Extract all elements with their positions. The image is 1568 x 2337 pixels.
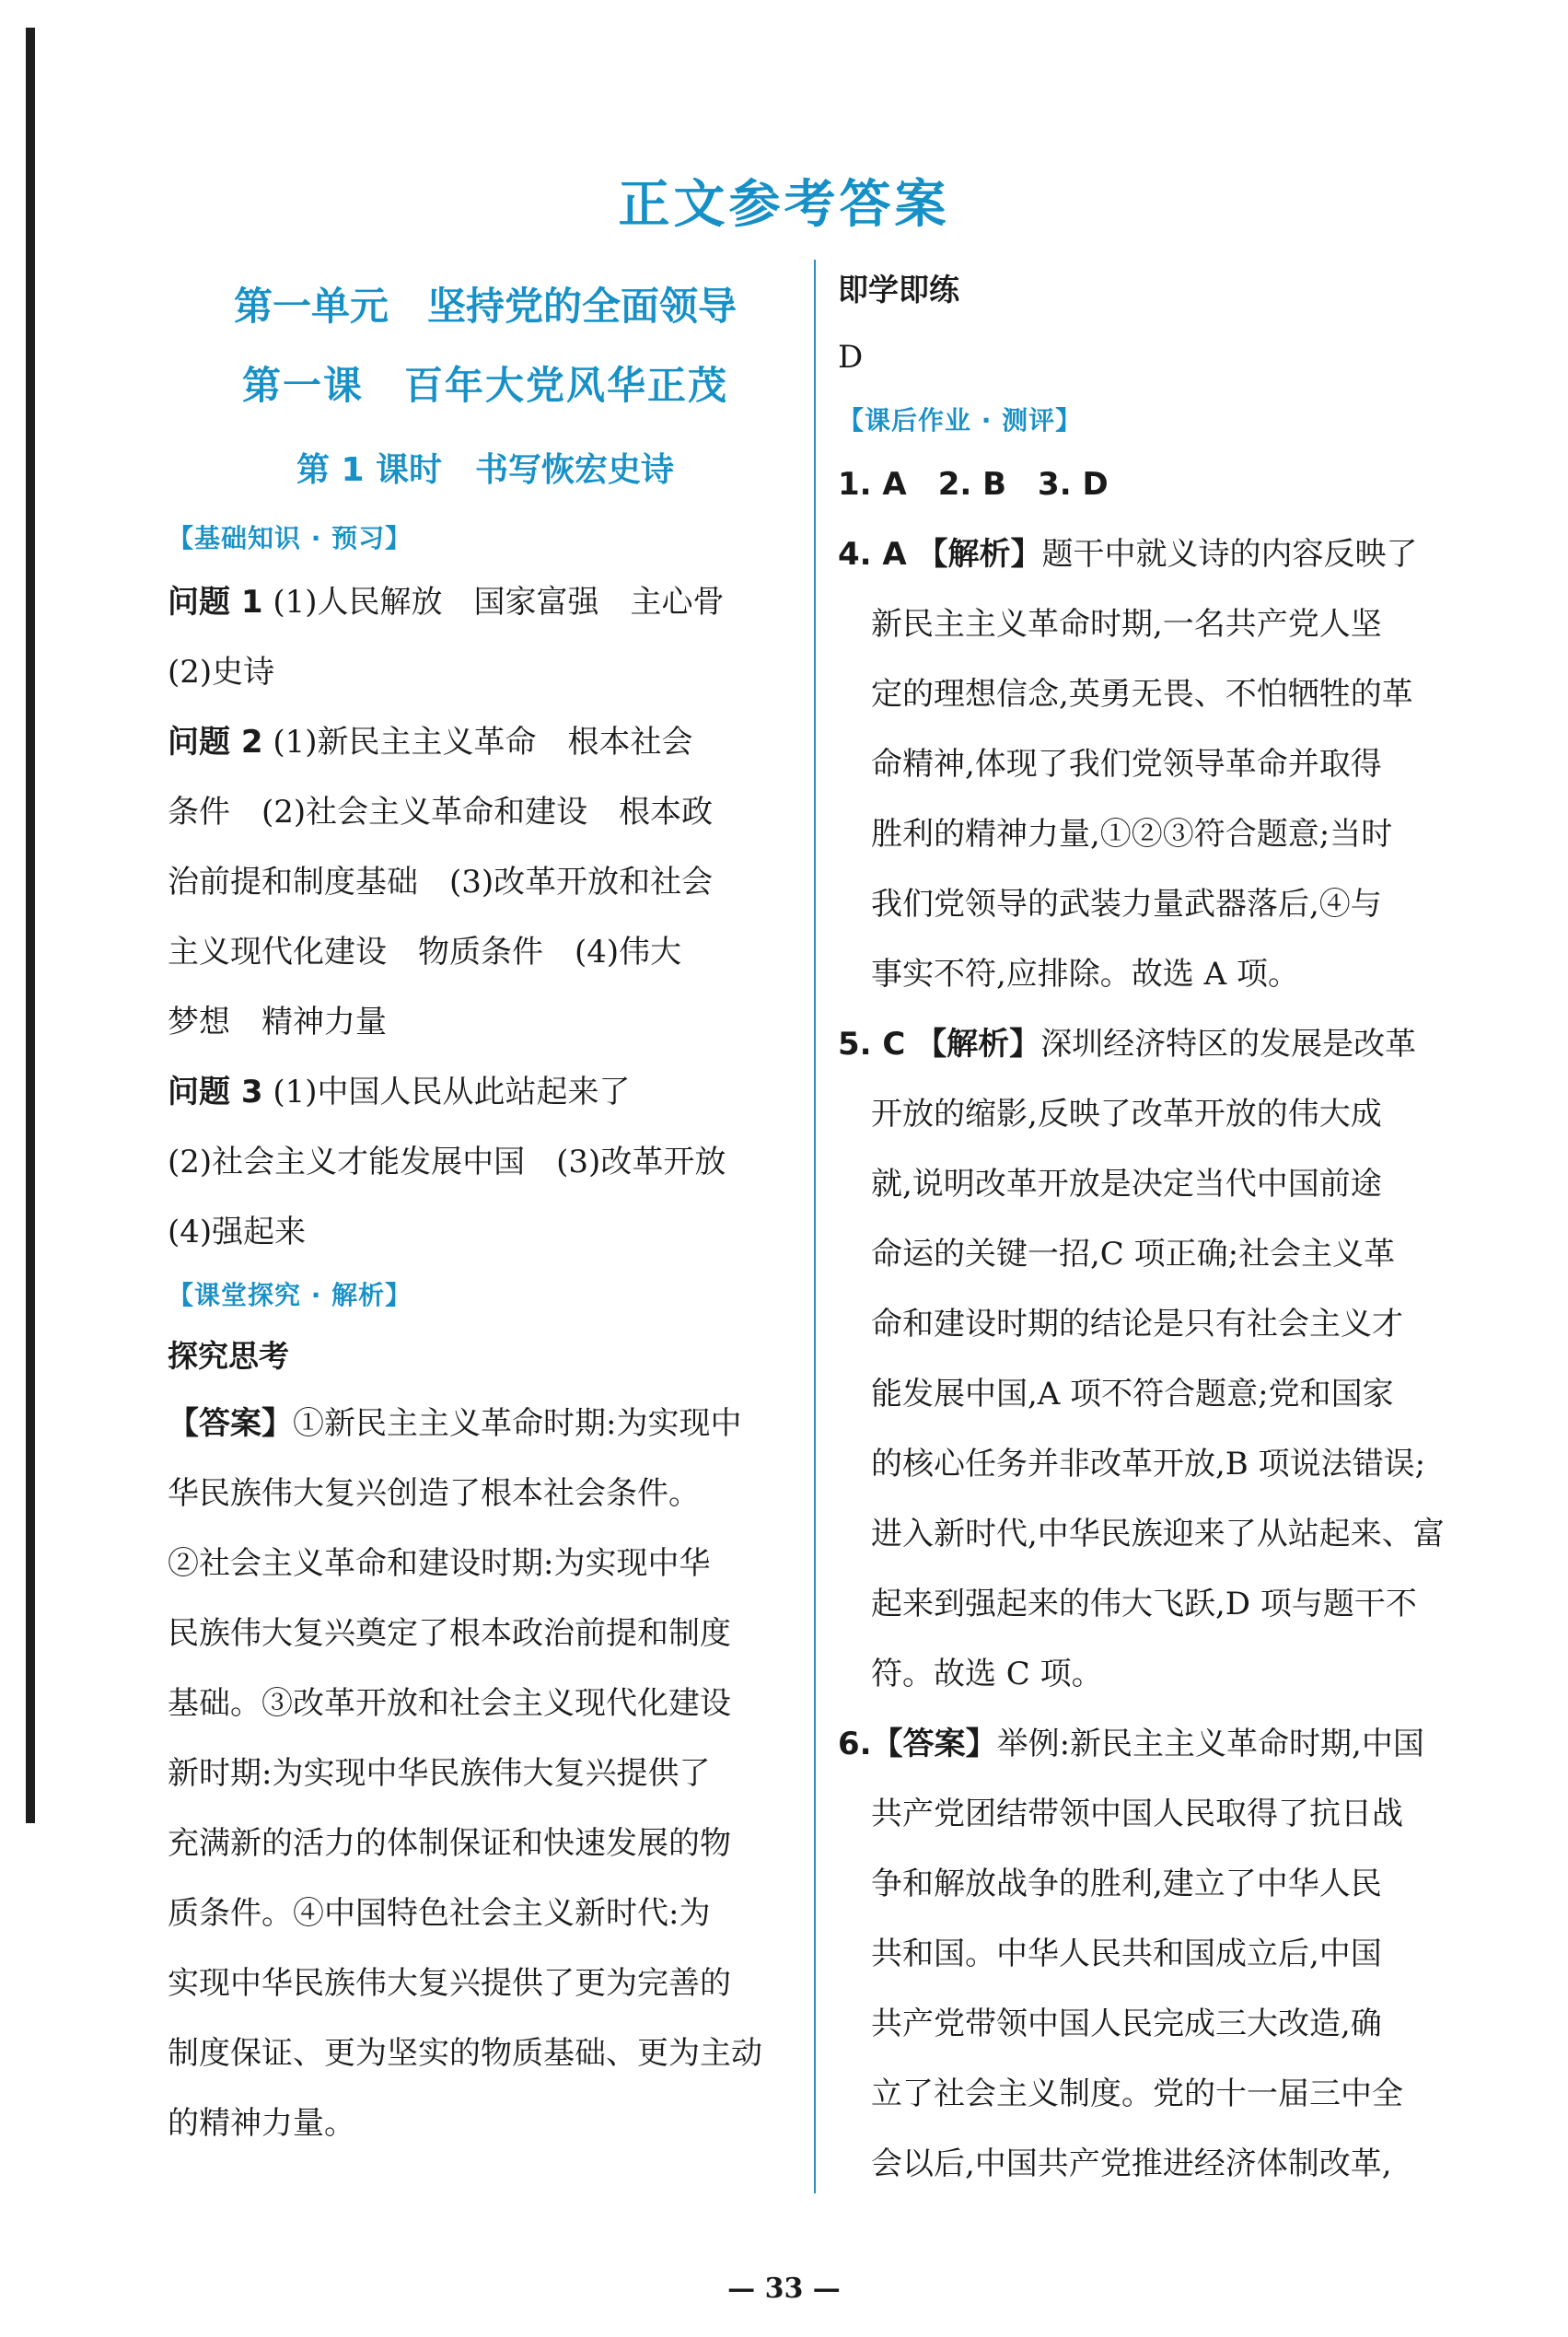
q6-text: 举例:新民主主义革命时期,中国 — [996, 1726, 1424, 1762]
q5-line: 符。故选 C 项。 — [871, 1656, 1103, 1692]
practice-answer: D — [838, 339, 864, 376]
q4-head: 4. A — [838, 536, 907, 573]
q1-label: 问题 1 — [168, 584, 263, 621]
q4-first-line — [838, 519, 1473, 589]
q6-line: 立了社会主义制度。党的十一届三中全 — [871, 2075, 1403, 2112]
q4-tag: 【解析】 — [916, 536, 1042, 573]
q6-line: 共产党团结带领中国人民取得了抗日战 — [871, 1796, 1403, 1832]
section-basic-knowledge: 【基础知识 · 预习】 — [168, 523, 412, 553]
q4-line: 胜利的精神力量,①②③符合题意;当时 — [871, 816, 1393, 853]
q5-tag: 【解析】 — [915, 1026, 1041, 1063]
q5-first-line — [838, 1009, 1473, 1079]
multiple-choice-answers: 1. A 2. B 3. D — [838, 466, 1109, 503]
q5-head: 5. C — [838, 1026, 906, 1063]
right-column — [838, 258, 1473, 2199]
q2-line: 主义现代化建设 物质条件 (4)伟大 — [168, 934, 682, 971]
q2-label: 问题 2 — [168, 724, 263, 761]
q5-line: 起来到强起来的伟大飞跃,D 项与题干不 — [871, 1586, 1417, 1622]
page-edge-bar — [26, 28, 35, 1823]
q1-text: (1)人民解放 国家富强 主心骨 — [273, 584, 725, 621]
section-homework: 【课后作业 · 测评】 — [838, 405, 1083, 436]
q5-line: 的核心任务并非改革开放,B 项说法错误; — [871, 1446, 1426, 1482]
answer-line: 新时期:为实现中华民族伟大复兴提供了 — [168, 1755, 711, 1792]
answer-line: 基础。③改革开放和社会主义现代化建设 — [168, 1685, 731, 1722]
q3-text: (1)中国人民从此站起来了 — [273, 1074, 631, 1110]
answer-line: 质条件。④中国特色社会主义新时代:为 — [168, 1895, 711, 1932]
left-column — [168, 249, 803, 2158]
answer-line: 充满新的活力的体制保证和快速发展的物 — [168, 1825, 731, 1862]
answer-line: 制度保证、更为坚实的物质基础、更为主动 — [168, 2035, 762, 2072]
q5-line: 进入新时代,中华民族迎来了从站起来、富 — [871, 1516, 1445, 1552]
q5-line: 开放的缩影,反映了改革开放的伟大成 — [871, 1096, 1382, 1133]
q2-line: 条件 (2)社会主义革命和建设 根本政 — [168, 794, 714, 831]
q2-text: (1)新民主主义革命 根本社会 — [273, 724, 693, 761]
question-1 — [168, 567, 803, 637]
question-3 — [168, 1057, 803, 1127]
period-heading: 第 1 课时 书写恢宏史诗 — [296, 451, 675, 489]
q6-line: 争和解放战争的胜利,建立了中华人民 — [871, 1866, 1382, 1902]
answer-first-line — [168, 1389, 803, 1459]
q5-line: 命运的关键一招,C 项正确;社会主义革 — [871, 1236, 1396, 1273]
q5-line: 能发展中国,A 项不符合题意;党和国家 — [871, 1376, 1394, 1413]
unit-heading: 第一单元 坚持党的全面领导 — [233, 284, 737, 329]
q6-first-line — [838, 1709, 1473, 1779]
q4-line: 定的理想信念,英勇无畏、不怕牺牲的革 — [871, 676, 1413, 713]
answer-line: 实现中华民族伟大复兴提供了更为完善的 — [168, 1965, 731, 2002]
q3-line: (4)强起来 — [168, 1214, 307, 1250]
answer-line: ②社会主义革命和建设时期:为实现中华 — [168, 1545, 711, 1582]
q6-line: 共和国。中华人民共和国成立后,中国 — [871, 1936, 1382, 1972]
q4-line: 命精神,体现了我们党领导革命并取得 — [871, 746, 1382, 783]
q1-line: (2)史诗 — [168, 654, 275, 691]
q3-line: (2)社会主义才能发展中国 (3)改革开放 — [168, 1144, 726, 1180]
practice-heading: 即学即练 — [838, 272, 959, 308]
q3-label: 问题 3 — [168, 1074, 263, 1110]
answer-tag: 【答案】 — [168, 1405, 293, 1442]
q4-line: 我们党领导的武装力量武器落后,④与 — [871, 886, 1382, 923]
q5-line: 命和建设时期的结论是只有社会主义才 — [871, 1306, 1403, 1343]
answer-line: 华民族伟大复兴创造了根本社会条件。 — [168, 1475, 700, 1512]
q6-line: 会以后,中国共产党推进经济体制改革, — [871, 2145, 1392, 2182]
answer-line: 民族伟大复兴奠定了根本政治前提和制度 — [168, 1615, 731, 1652]
page-number: — 33 — — [727, 2273, 841, 2305]
q5-line: 就,说明改革开放是决定当代中国前途 — [871, 1166, 1382, 1203]
question-2 — [168, 707, 803, 777]
explore-heading: 探究思考 — [168, 1338, 289, 1374]
q4-text: 题干中就义诗的内容反映了 — [1041, 536, 1418, 573]
page-title: 正文参考答案 — [618, 175, 950, 235]
q6-head: 6. — [838, 1726, 872, 1762]
q5-text: 深圳经济特区的发展是改革 — [1040, 1026, 1417, 1063]
q2-line: 梦想 精神力量 — [168, 1004, 387, 1041]
q4-line: 事实不符,应排除。故选 A 项。 — [871, 956, 1299, 993]
q4-line: 新民主主义革命时期,一名共产党人坚 — [871, 606, 1382, 643]
q6-tag: 【答案】 — [871, 1726, 997, 1762]
q2-line: 治前提和制度基础 (3)改革开放和社会 — [168, 864, 714, 901]
answer-line: 的精神力量。 — [168, 2105, 355, 2142]
section-classroom-explore: 【课堂探究 · 解析】 — [168, 1280, 412, 1310]
column-divider — [814, 260, 816, 2193]
answer-text: ①新民主主义革命时期:为实现中 — [293, 1405, 742, 1442]
lesson-heading: 第一课 百年大党风华正茂 — [241, 363, 728, 408]
q6-line: 共产党带领中国人民完成三大改造,确 — [871, 2006, 1382, 2042]
